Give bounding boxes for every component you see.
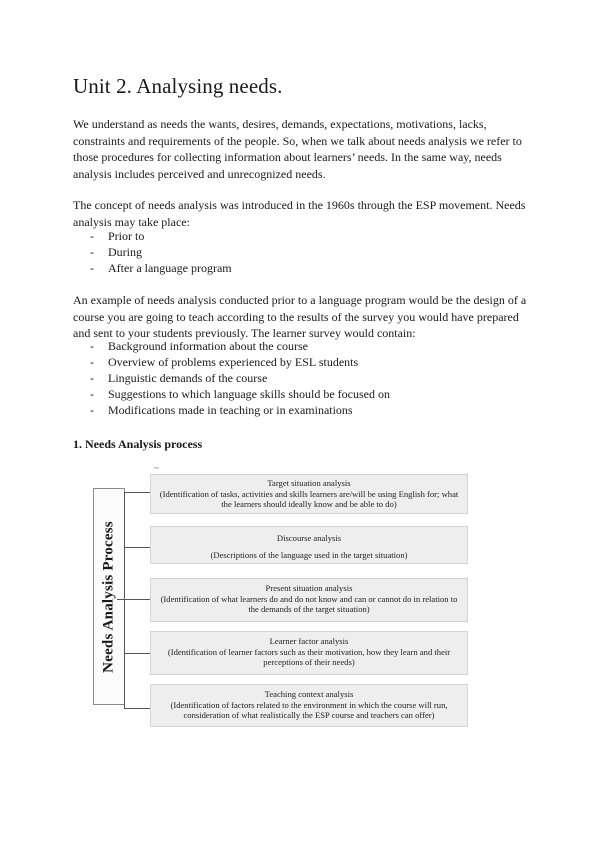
list-item: - After a language program xyxy=(73,260,232,276)
stage-title: Teaching context analysis xyxy=(264,689,354,699)
page-title: Unit 2. Analysing needs. xyxy=(73,74,283,98)
paragraph-needs-definition: We understand as needs the wants, desires, demands, expectations, motivations, lacks, constraints and requirements of the people. So, when we talk about needs analysis we refer to those procedures for collecting information about learners’ needs. In the same way, needs analysis includes perceived and unrecognized needs. xyxy=(73,117,522,181)
stage-present-situation-analysis xyxy=(150,578,468,622)
stage-title: Target situation analysis xyxy=(267,478,351,488)
connector-tick xyxy=(124,492,150,493)
stage-discourse-analysis xyxy=(150,526,468,564)
stage-target-situation-analysis xyxy=(150,474,468,514)
stage-description: (Descriptions of the language used in the target situation) xyxy=(210,549,408,560)
timing-list xyxy=(73,228,232,276)
connector-tick xyxy=(124,708,150,709)
list-item: - Modifications made in teaching or in examinations xyxy=(73,402,390,418)
stage-learner-factor-analysis xyxy=(150,631,468,675)
connector-vertical-line xyxy=(124,492,125,709)
list-item: - Prior to xyxy=(73,228,232,244)
list-item: - During xyxy=(73,244,232,260)
list-item: - Suggestions to which language skills should be focused on xyxy=(73,386,390,402)
paragraph-survey-example: An example of needs analysis conducted prior to a language program would be the design of a course you are going to teach according to the results of the survey you would have prepared and sent to your students previously. The learner survey would contain: xyxy=(73,293,527,340)
list-item: - Overview of problems experienced by ESL students xyxy=(73,354,390,370)
stage-description: (Identification of what learners do and do not know and can or cannot do in relation to the demands of the target situation) xyxy=(160,593,458,614)
connector-tick xyxy=(124,653,150,654)
stage-title: Present situation analysis xyxy=(265,583,353,593)
stage-description: (Identification of factors related to the environment in which the course will run, consideration of what realistically the ESP course and teachers can offer) xyxy=(170,699,448,720)
stray-mark: ~ xyxy=(154,463,159,473)
stage-description: (Identification of tasks, activities and skills learners are/will be using English for; what the learners should ideally know and be able to do) xyxy=(159,488,459,509)
list-item: - Linguistic demands of the course xyxy=(73,370,390,386)
stage-teaching-context-analysis xyxy=(150,684,468,727)
stage-description: (Identification of learner factors such as their motivation, how they learn and their perceptions of their needs) xyxy=(167,646,451,667)
process-label-box xyxy=(93,488,125,705)
connector-tick xyxy=(124,547,150,548)
section-heading-needs-analysis-process: 1. Needs Analysis process xyxy=(73,437,203,451)
connector-tick xyxy=(124,599,150,600)
survey-list xyxy=(73,338,390,418)
stage-title: Discourse analysis xyxy=(276,533,342,543)
needs-analysis-diagram xyxy=(88,463,478,733)
stage-title: Learner factor analysis xyxy=(269,636,349,646)
process-label: Needs Analysis Process xyxy=(100,520,117,673)
paragraph-needs-concept: The concept of needs analysis was introduced in the 1960s through the ESP movement. Needs analysis may take place: xyxy=(73,198,526,229)
list-item: - Background information about the course xyxy=(73,338,390,354)
